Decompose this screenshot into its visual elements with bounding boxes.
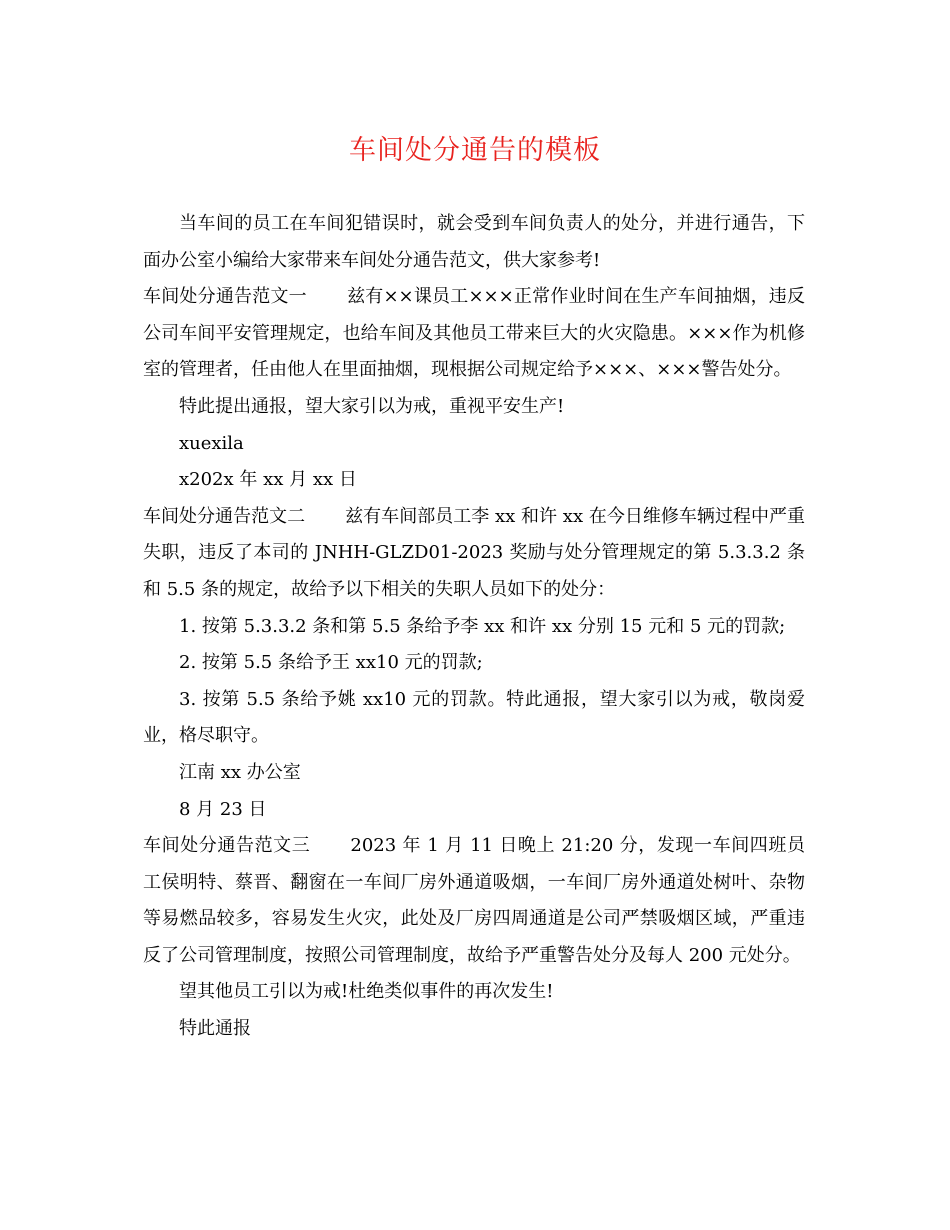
intro-paragraph: 当车间的员工在车间犯错误时，就会受到车间负责人的处分，并进行通告，下面办公室小编给大家带来车间处分通告范文，供大家参考! <box>143 213 805 271</box>
sample1-notice: 特此提出通报，望大家引以为戒，重视平安生产! <box>179 395 565 417</box>
document-body <box>143 206 805 1048</box>
sample2-body: 兹有车间部员工李 xx 和许 xx 在今日维修车辆过程中严重失职，违反了本司的 JNHH-GLZD01-2023 奖励与处分管理规定的第 5.3.3.2 条和 5.5 条的规定，故给予以下相关的失职人员如下的处分： <box>143 505 806 600</box>
sample2-item-3: 3. 按第 5.5 条给予姚 xx10 元的罚款。特此通报，望大家引以为戒，敬岗爱业，格尽职守。 <box>143 688 805 747</box>
sample2-heading: 车间处分通告范文二 <box>143 505 306 527</box>
sample3-body: 2023 年 1 月 11 日晚上 21:20 分，发现一车间四班员工侯明特、蔡晋、翻窗在一车间厂房外通道吸烟，一车间厂房外通道处树叶、杂物等易燃品较多，容易发生火灾，此处及厂房四周通道是公司严禁吸烟区域，严重违反了公司管理制度，按照公司管理制度，故给予严重警告处分及每人 200 元处分。 <box>143 835 805 966</box>
sample3-paragraph <box>143 828 805 974</box>
sample1-heading: 车间处分通告范文一 <box>143 286 307 308</box>
sample3-heading: 车间处分通告范文三 <box>143 835 311 857</box>
sample2-date: 8 月 23 日 <box>179 798 267 820</box>
document-title: 车间处分通告的模板 <box>349 135 601 166</box>
sample3-warning: 望其他员工引以为戒!杜绝类似事件的再次发生! <box>179 981 554 1003</box>
sample1-paragraph <box>143 279 805 389</box>
sample2-signer: 江南 xx 办公室 <box>179 761 301 783</box>
sample3-closing: 特此通报 <box>179 1018 251 1040</box>
sample2-item-1: 1. 按第 5.3.3.2 条和第 5.5 条给予李 xx 和许 xx 分别 15 元和 5 元的罚款; <box>179 615 786 637</box>
sample1-date: x202x 年 xx 月 xx 日 <box>179 469 357 491</box>
sample1-body: 兹有××课员工×××正常作业时间在生产车间抽烟，违反公司车间平安管理规定，也给车间及其他员工带来巨大的火灾隐患。×××作为机修室的管理者，任由他人在里面抽烟，现根据公司规定给予×××、×××警告处分。 <box>143 286 805 381</box>
sample2-item-2: 2. 按第 5.5 条给予王 xx10 元的罚款; <box>179 652 483 674</box>
sample2-paragraph <box>143 499 805 609</box>
sample1-signer: xuexila <box>179 432 244 454</box>
